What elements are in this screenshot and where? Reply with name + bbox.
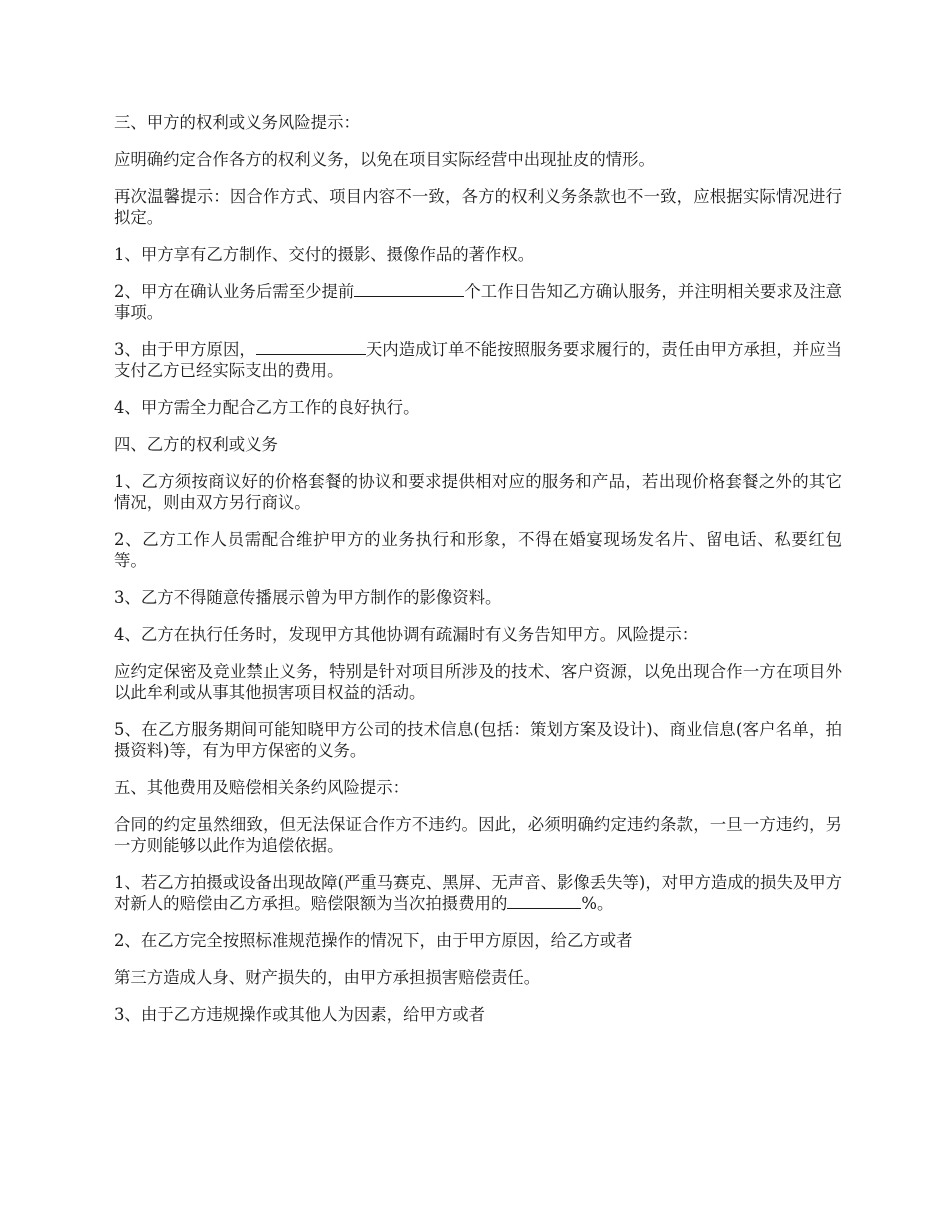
- clause-text: 1、若乙方拍摄或设备出现故障(严重马赛克、黑屏、无声音、影像丢失等)，对甲方造成的损失及甲方对新人的赔偿由乙方承担。赔偿限额为当次拍摄费用的: [114, 873, 843, 913]
- clause-with-blank: [114, 339, 842, 381]
- section-heading-3: 三、甲方的权利或义务风险提示：: [114, 113, 360, 132]
- section-heading-5: 五、其他费用及赔偿相关条约风险提示：: [114, 778, 410, 797]
- clause-with-blank: [114, 281, 842, 323]
- clause-text: %。: [581, 894, 614, 913]
- fill-in-blank[interactable]: [354, 281, 464, 297]
- clause: 1、乙方须按商议好的价格套餐的协议和要求提供相对应的服务和产品，若出现价格套餐之外的其它情况，则由双方另行商议。: [114, 472, 842, 512]
- paragraph: 再次温馨提示：因合作方式、项目内容不一致，各方的权利义务条款也不一致，应根据实际情况进行拟定。: [114, 187, 842, 227]
- fill-in-blank[interactable]: [507, 893, 581, 909]
- paragraph: 应明确约定合作各方的权利义务，以免在项目实际经营中出现扯皮的情形。: [114, 150, 655, 169]
- clause: 2、乙方工作人员需配合维护甲方的业务执行和形象，不得在婚宴现场发名片、留电话、私要红包等。: [114, 530, 842, 570]
- clause: 2、在乙方完全按照标准规范操作的情况下，由于甲方原因，给乙方或者: [114, 931, 633, 950]
- clause-text: 天内造成订单不能按照服务要求履行的，责任由甲方承担，并应当支付乙方已经实际支出的费用。: [114, 340, 843, 380]
- clause: 1、甲方享有乙方制作、交付的摄影、摄像作品的著作权。: [114, 245, 535, 264]
- section-heading-4: 四、乙方的权利或义务: [114, 435, 278, 454]
- document-body: [114, 112, 842, 1041]
- clause: 5、在乙方服务期间可能知晓甲方公司的技术信息(包括：策划方案及设计)、商业信息(客户名单，拍摄资料)等，有为甲方保密的义务。: [114, 720, 842, 760]
- paragraph: 合同的约定虽然细致，但无法保证合作方不违约。因此，必须明确约定违约条款，一旦一方违约，另一方则能够以此作为追偿依据。: [114, 815, 842, 855]
- paragraph: 第三方造成人身、财产损失的，由甲方承担损害赔偿责任。: [114, 968, 541, 987]
- clause: 4、乙方在执行任务时，发现甲方其他协调有疏漏时有义务告知甲方。风险提示：: [114, 625, 699, 644]
- clause: 3、由于乙方违规操作或其他人为因素，给甲方或者: [114, 1005, 486, 1024]
- clause: 4、甲方需全力配合乙方工作的良好执行。: [114, 398, 420, 417]
- clause-text: 个工作日告知乙方确认服务，并注明相关要求及注意事项。: [114, 282, 842, 322]
- clause-with-blank: [114, 872, 842, 914]
- clause: 3、乙方不得随意传播展示曾为甲方制作的影像资料。: [114, 588, 502, 607]
- clause-text: 2、甲方在确认业务后需至少提前: [114, 282, 355, 301]
- paragraph: 应约定保密及竞业禁止义务，特别是针对项目所涉及的技术、客户资源，以免出现合作一方在项目外以此牟利或从事其他损害项目权益的活动。: [114, 662, 842, 702]
- clause-text: 3、由于甲方原因，: [114, 340, 256, 359]
- fill-in-blank[interactable]: [256, 339, 366, 355]
